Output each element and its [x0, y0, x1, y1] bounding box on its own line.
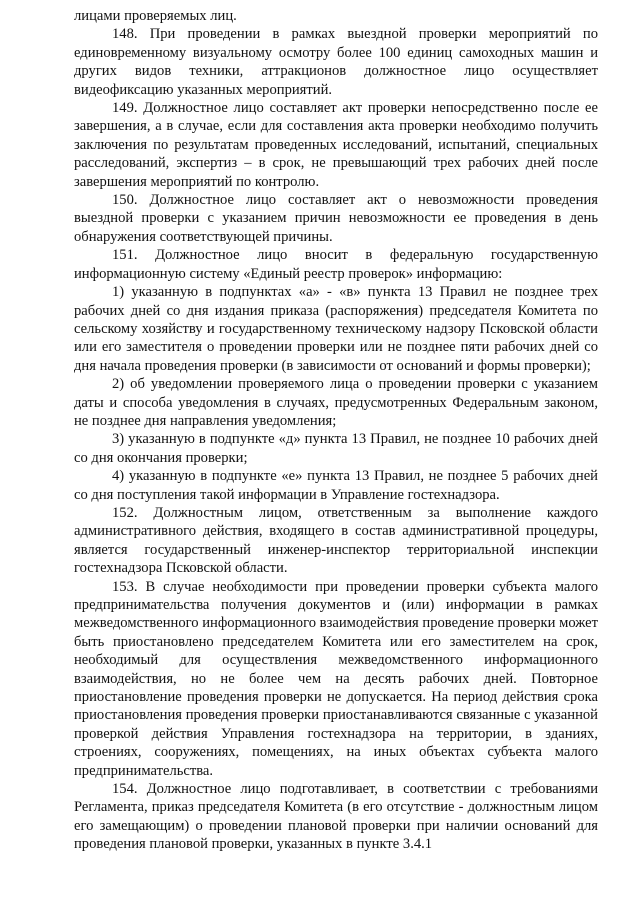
paragraph-148: 148. При проведении в рамках выездной проверки мероприятий по единовременному визуальному осмотру более 100 единиц самоходных машин и других видов техники, аттракционов должностное лицо осуществляет видеофиксацию указанных мероприятий.: [74, 26, 598, 98]
paragraph-153: 153. В случае необходимости при проведении проверки субъекта малого предпринимательства получения документов и (или) информации в рамках межведомственного информационного взаимодействия проведение проверки может быть приостановлено председателем Комитета или его заместителем на срок, необходимый для осуществления межведомственного информационного взаимодействия, но не более чем на десять рабочих дней. Повторное приостановление проведения проверки не допускается. На период действия срока приостановления проведения проверки приостанавливаются связанные с указанной проверкой действия Управления гостехнадзора на территории, в зданиях, строениях, сооружениях, помещениях, на иных объектах субъекта малого предпринимательства.: [74, 578, 598, 779]
paragraph-152: 152. Должностным лицом, ответственным за выполнение каждого административного действия, входящего в состав административной процедуры, является государственный инженер-инспектор территориальной инспекции гостехнадзора Псковской области.: [74, 504, 598, 577]
paragraph-150: 150. Должностное лицо составляет акт о невозможности проведения выездной проверки с указанием причин невозможности ее проведения в день обнаружения соответствующей причины.: [74, 192, 598, 245]
list-item-3: 3) указанную в подпункте «д» пункта 13 Правил, не позднее 10 рабочих дней со дня окончания проверки;: [74, 431, 598, 466]
list-item-1: 1) указанную в подпунктах «а» - «в» пункта 13 Правил не позднее трех рабочих дней со дня издания приказа (распоряжения) председателя Комитета по сельскому хозяйству и государственному техническому надзору Псковской области или его заместителя о проведении проверки или не позднее пяти рабочих дней со дня начала проведения проверки (в зависимости от оснований и формы проверки);: [74, 284, 598, 374]
document-body: [74, 7, 598, 854]
list-item-2: 2) об уведомлении проверяемого лица о проведении проверки с указанием даты и способа уведомления в случаях, предусмотренных Федеральным законом, не позднее дня направления уведомления;: [74, 376, 598, 429]
paragraph-149: 149. Должностное лицо составляет акт проверки непосредственно после ее завершения, а в случае, если для составления акта проверки необходимо получить заключения по результатам проведенных исследований, испытаний, специальных расследований, экспертиз – в срок, не превышающий трех рабочих дней после завершения мероприятий по контролю.: [74, 100, 598, 190]
paragraph-continuation: лицами проверяемых лиц.: [74, 8, 237, 24]
paragraph-154: 154. Должностное лицо подготавливает, в соответствии с требованиями Регламента, приказ председателя Комитета (в его отсутствие - должностным лицом его замещающим) о проведении плановой проверки при наличии оснований для проведения плановой проверки, указанных в пункте 3.4.1: [74, 781, 598, 853]
list-item-4: 4) указанную в подпункте «е» пункта 13 Правил, не позднее 5 рабочих дней со дня поступления такой информации в Управление гостехнадзора.: [74, 468, 598, 503]
paragraph-151: 151. Должностное лицо вносит в федеральную государственную информационную систему «Единый реестр проверок» информацию:: [74, 247, 598, 282]
